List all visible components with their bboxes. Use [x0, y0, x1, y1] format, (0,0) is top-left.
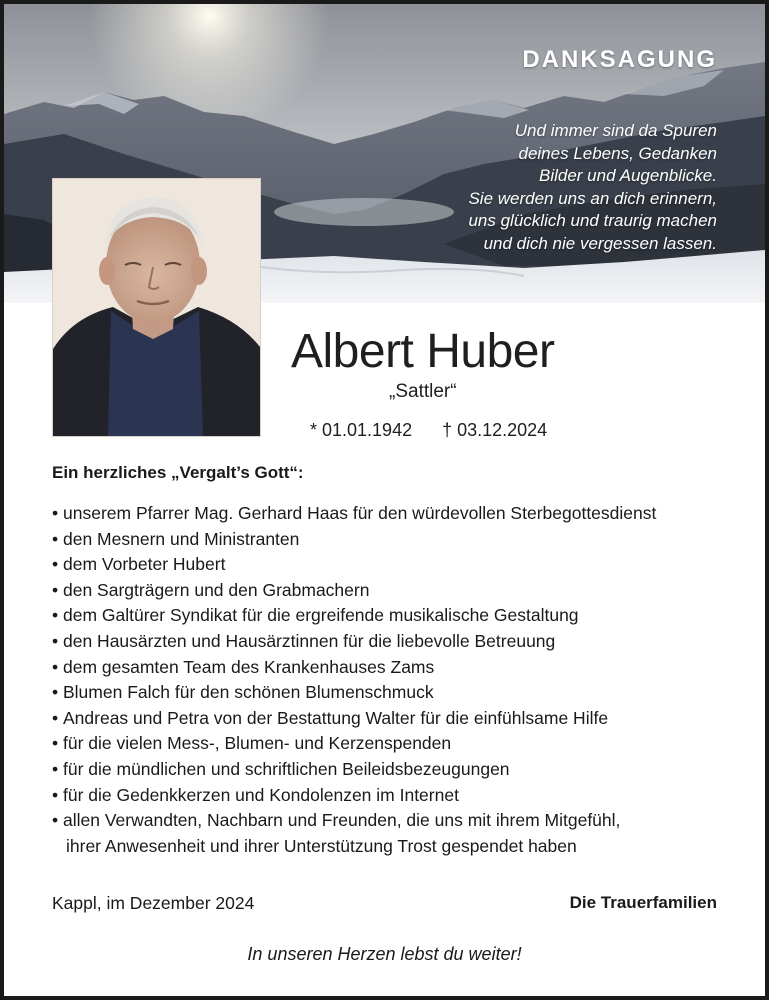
list-item: • dem Galtürer Syndikat für die ergreifende musikalische Gestaltung	[52, 603, 742, 629]
poem-line: uns glücklich und traurig machen	[468, 211, 717, 230]
deceased-nickname: „Sattler“	[389, 381, 457, 402]
life-dates	[310, 420, 547, 441]
list-item: • dem gesamten Team des Krankenhauses Zams	[52, 655, 742, 681]
list-item: • Blumen Falch für den schönen Blumenschmuck	[52, 680, 742, 706]
list-item: • den Sargträgern und den Grabmachern	[52, 578, 742, 604]
list-item: • dem Vorbeter Hubert	[52, 552, 742, 578]
closing-line: In unseren Herzen lebst du weiter!	[247, 944, 522, 964]
list-item: • allen Verwandten, Nachbarn und Freunden, die uns mit ihrem Mitgefühl,	[52, 808, 742, 834]
death-date: † 03.12.2024	[442, 420, 548, 440]
list-item: • den Mesnern und Ministranten	[52, 527, 742, 553]
birth-date: * 01.01.1942	[310, 420, 413, 440]
thanks-heading: Ein herzliches „Vergalt’s Gott“:	[52, 463, 304, 482]
list-item: • Andreas und Petra von der Bestattung Walter für die einfühlsame Hilfe	[52, 706, 742, 732]
memorial-poem	[387, 120, 717, 255]
poem-line: Bilder und Augenblicke.	[539, 166, 717, 185]
poem-line: Sie werden uns an dich erinnern,	[468, 188, 717, 208]
deceased-name: Albert Huber	[291, 325, 555, 378]
poem-line: deines Lebens, Gedanken	[518, 143, 717, 163]
list-item: • unserem Pfarrer Mag. Gerhard Haas für den würdevollen Sterbegottesdienst	[52, 501, 742, 527]
poem-line: und dich nie vergessen lassen.	[483, 233, 717, 253]
portrait-photo	[52, 178, 261, 437]
place-and-date: Kappl, im Dezember 2024	[52, 893, 255, 913]
list-item: • den Hausärzten und Hausärztinnen für die liebevolle Betreuung	[52, 629, 742, 655]
list-item: • für die mündlichen und schriftlichen Beileidsbezeugungen	[52, 757, 742, 783]
announcement-title: DANKSAGUNG	[522, 46, 717, 73]
thanks-list	[52, 501, 742, 859]
poem-line: Und immer sind da Spuren	[514, 121, 717, 140]
list-item: • für die Gedenkkerzen und Kondolenzen im Internet	[52, 783, 742, 809]
list-item: • für die vielen Mess-, Blumen- und Kerzenspenden	[52, 731, 742, 757]
signature: Die Trauerfamilien	[569, 893, 717, 912]
list-item-continuation: ihrer Anwesenheit und ihrer Unterstützung Trost gespendet haben	[66, 835, 577, 856]
